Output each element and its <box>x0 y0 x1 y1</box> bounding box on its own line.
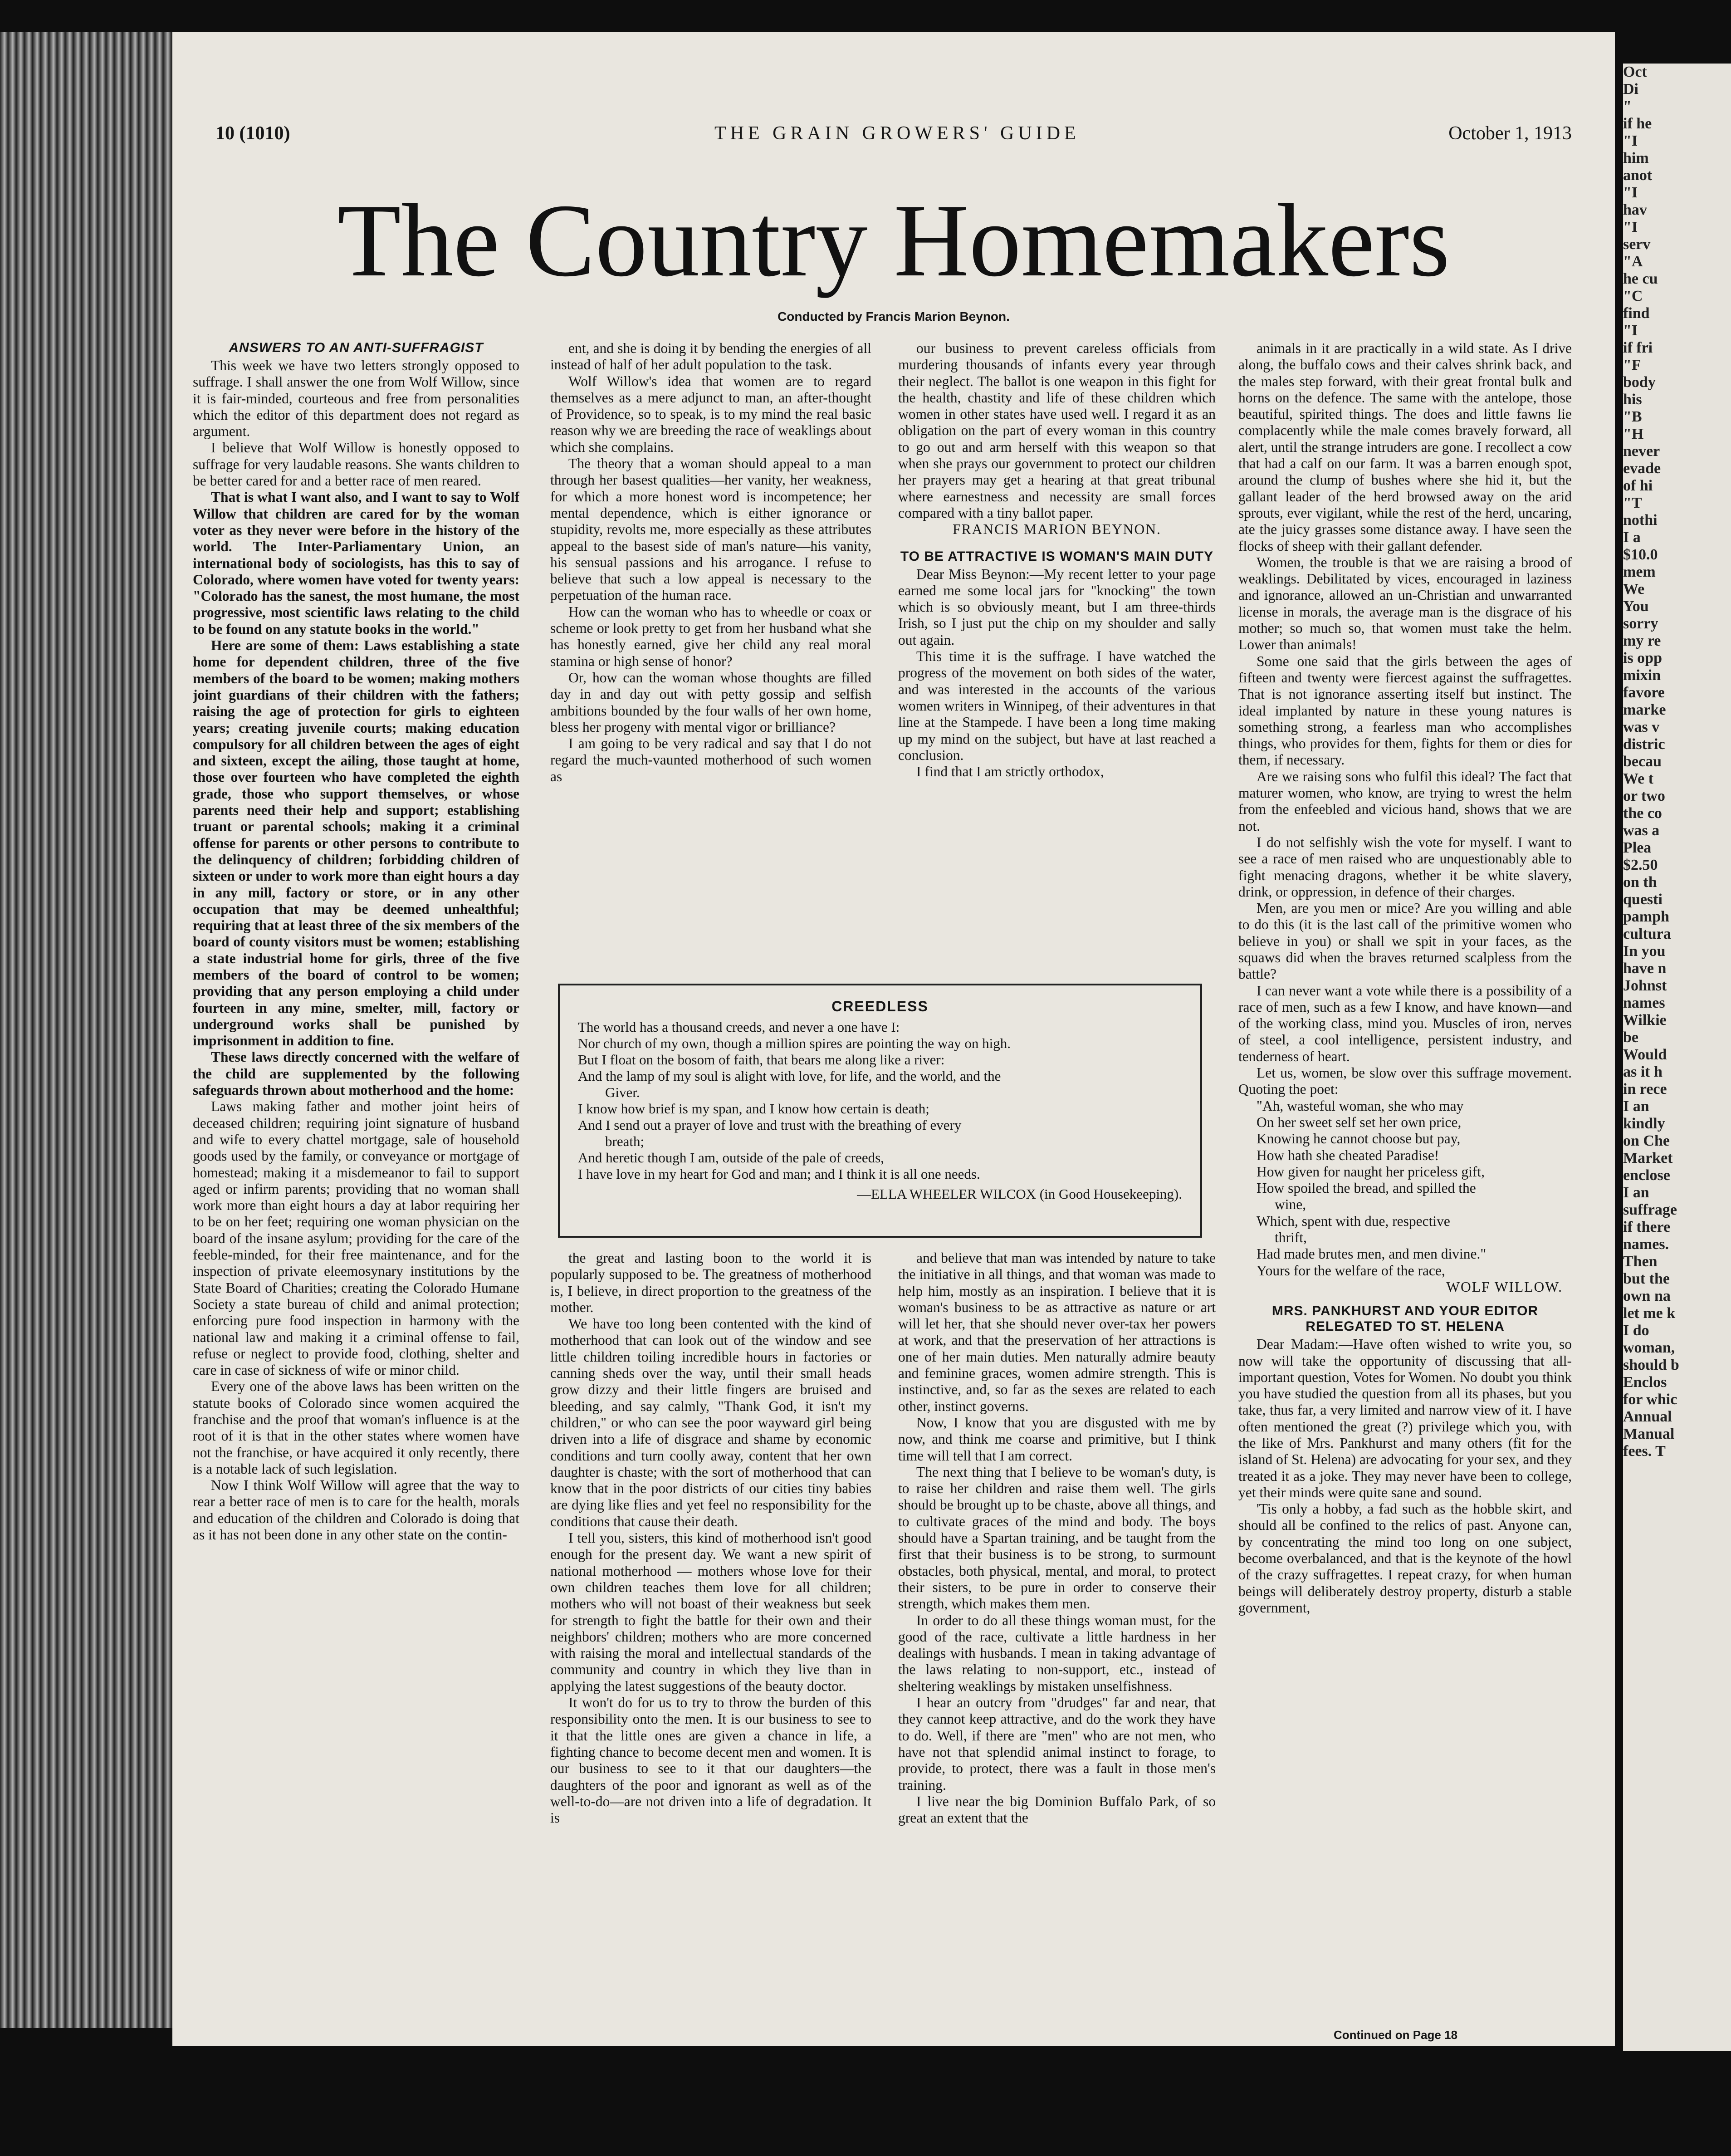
adjacent-page-fragment: nothi <box>1623 512 1658 529</box>
adjacent-page-fragment: own na <box>1623 1288 1671 1304</box>
article-paragraph: We have too long been contented with the kind of motherhood that can look out of the window and see little children toiling incredible hours in factories or canning sheds over the way, until their small heads grow dizzy and their little fingers are bruised and bleeding, and say calmly, "Thank God, it isn't my children," or who can see the poor wayward girl being driven into a life of disgrace and shame by economic conditions and turn coolly away, content that her own daughter is chaste; with the sort of motherhood that can know that in the poor districts of our cities tiny babies are dying like flies and yet feel no responsibility for the conditions that cause their death. <box>550 1316 871 1529</box>
adjacent-page-fragment: serv <box>1623 236 1651 253</box>
article-paragraph: our business to prevent careless officials from murdering thousands of infants every year through their neglect. The ballot is one weapon in this fight for the health, chastity and life of these children which women in other states have used well. I regard it as an obligation on the part of every woman in this country to go out and arm herself with this weapon so that when she prays our government to protect our children her prayers may get a hearing at that great tribunal where earnestness and necessity are small forces compared with a tiny ballot paper. <box>898 340 1216 521</box>
adjacent-page-fragment: "C <box>1623 288 1643 304</box>
article-paragraph: I can never want a vote while there is a possibility of a race of men, such as a few I know, and have known—and of the working class, mind you. Muscles of iron, nerves of steel, a cool intelligence, persistent industry, and tenderness of heart. <box>1238 982 1572 1064</box>
adjacent-page-fragment: find <box>1623 305 1650 322</box>
verse-line: How hath she cheated Paradise! <box>1257 1147 1439 1163</box>
letter-closing: Yours for the welfare of the race, <box>1257 1262 1445 1279</box>
verse-line: On her sweet self set her own price, <box>1257 1114 1462 1130</box>
adjacent-page-fragment: $2.50 <box>1623 857 1658 873</box>
article-paragraph: animals in it are practically in a wild state. As I drive along, the buffalo cows and their calves shrink back, and the males step forward, with their great frontal bulk and horns on the defence. The same with the antelope, those beautiful, spirited things. The does and little fawns lie complacently while the male comes bravely forward, all alert, until the strange intruders are gone. I recollect a cow that had a calf on our farm. It was a barren enough spot, around the clump of bushes where she hid it, but the gallant leader of the herd browsed away on the arid sprouts, ever vigilant, while the rest of the herd, uncaring, ate the juicy grasses some distance away. I have seen the flocks of sheep with their gallant defender. <box>1238 340 1572 554</box>
section-title: The Country Homemakers <box>337 182 1450 298</box>
poem-line: breath; <box>605 1133 645 1149</box>
adjacent-page-fragment: body <box>1623 374 1656 391</box>
article-paragraph: The next thing that I believe to be woman's duty, is to raise her children and raise them well. The girls should be brought up to be chaste, above all things, and to cultivate graces of the mind and body. The boys should have a Spartan training, and be taught from the first that their business is to be strong, to surmount obstacles, both physical, mental, and moral, to protect their sisters, to be pure in order to conserve their strength, which makes them men. <box>898 1464 1216 1612</box>
article-paragraph: In order to do all these things woman must, for the good of the race, cultivate a little hardness in her dealings with husbands. I mean in taking advantage of the laws relating to non-support, etc., instead of sheltering weaklings by mistaken unselfishness. <box>898 1612 1216 1694</box>
section-byline: Conducted by Francis Marion Beynon. <box>777 309 1010 323</box>
poem-line: And the lamp of my soul is alight with love, for life, and the world, and the <box>578 1068 1001 1084</box>
article-paragraph: How can the woman who has to wheedle or coax or scheme or look pretty to get from her husband what she has honestly earned, give her child any real moral stamina or high sense of honor? <box>550 603 871 669</box>
article-paragraph: These laws directly concerned with the welfare of the child are supplemented by the following safeguards thrown about motherhood and the home: <box>193 1049 519 1098</box>
adjacent-page-fragment: he cu <box>1623 270 1658 287</box>
adjacent-page-fragment: Market <box>1623 1150 1673 1166</box>
article-paragraph: Let us, women, be slow over this suffrage movement. Quoting the poet: <box>1238 1065 1572 1098</box>
adjacent-page-fragment: is opp <box>1623 650 1662 666</box>
adjacent-page-fragment: " <box>1623 98 1632 115</box>
adjacent-page-fragment: pamph <box>1623 908 1670 925</box>
adjacent-page-fragment: "I <box>1623 184 1638 201</box>
adjacent-page-fragment: the co <box>1623 805 1662 822</box>
adjacent-page-fragment: marke <box>1623 701 1666 718</box>
adjacent-page-fragment: names. <box>1623 1236 1669 1253</box>
adjacent-page-fragment: let me k <box>1623 1305 1676 1322</box>
adjacent-page-fragment: I an <box>1623 1098 1649 1115</box>
adjacent-page-fragment: as it h <box>1623 1063 1663 1080</box>
poem-line: I know how brief is my span, and I know how certain is death; <box>578 1101 929 1117</box>
verse-line: "Ah, wasteful woman, she who may <box>1257 1098 1464 1114</box>
poem-line: And heretic though I am, outside of the pale of creeds, <box>578 1150 884 1166</box>
article-paragraph: I live near the big Dominion Buffalo Park, of so great an extent that the <box>898 1793 1216 1826</box>
verse-line: wine, <box>1275 1196 1306 1213</box>
adjacent-page-fragment: names <box>1623 995 1665 1011</box>
article-paragraph: I am going to be very radical and say that I do not regard the much-vaunted motherhood of such women as <box>550 735 871 784</box>
adjacent-page-fragment: I an <box>1623 1184 1649 1201</box>
article-paragraph: I believe that Wolf Willow is honestly opposed to suffrage for very laudable reasons. She wants children to be better cared for and a better race of men reared. <box>193 440 519 489</box>
adjacent-page-edge <box>1623 64 1731 2051</box>
article-paragraph: Are we raising sons who fulfil this ideal? The fact that maturer women, who know, are trying to wrest the helm from the enfeebled and vicious hand, shows that we are not. <box>1238 768 1572 834</box>
page-number: 10 (1010) <box>215 123 290 144</box>
verse-line: thrift, <box>1275 1230 1307 1246</box>
paper-name: THE GRAIN GROWERS' GUIDE <box>714 123 1080 144</box>
article-paragraph: I do not selfishly wish the vote for myself. I want to see a race of men raised who are unquestionably able to fight menacing dragons, whether it be white slavery, drink, or oppression, in defence of their charges. <box>1238 834 1572 900</box>
article-heading: ANSWERS TO AN ANTI-SUFFRAGIST <box>229 340 484 355</box>
adjacent-page-fragment: Oct <box>1623 64 1647 80</box>
adjacent-page-fragment: "A <box>1623 253 1643 270</box>
adjacent-page-fragment: but the <box>1623 1270 1670 1287</box>
column-2-top <box>550 340 871 973</box>
adjacent-page-fragment: "F <box>1623 357 1641 373</box>
adjacent-page-fragment: questi <box>1623 891 1663 908</box>
article-signature: WOLF WILLOW. <box>1446 1279 1563 1295</box>
article-paragraph: ent, and she is doing it by bending the energies of all instead of half of her adult population to the task. <box>550 340 871 373</box>
adjacent-page-fragment: have n <box>1623 960 1667 977</box>
adjacent-page-fragment: mem <box>1623 564 1656 580</box>
article-paragraph: the great and lasting boon to the world it is popularly supposed to be. The greatness of motherhood is, I believe, in direct proportion to the greatness of the mother. <box>550 1250 871 1315</box>
poem-line: But I float on the bosom of faith, that bears me along like a river: <box>578 1052 945 1068</box>
adjacent-page-fragment: I a <box>1623 529 1641 546</box>
adjacent-page-fragment: was a <box>1623 822 1660 839</box>
article-paragraph: Here are some of them: Laws establishing a state home for dependent children, three of the five members of the board to be women; making mothers joint guardians of their children with the fathers; raising the age of protection for girls to eighteen years; creating juvenile courts; making education compulsory for all children between the ages of eight and sixteen, except the ailing, those taught at home, those over fourteen who have completed the eighth grade, those who support themselves, or whose parents need their help and support; establishing truant or parental schools; making it a criminal offense for parents or other persons to contribute to the delinquency of children; forbidding children of sixteen or under to work more than eight hours a day in any mill, factory or store, or in any other occupation that may be deemed unhealthful; requiring that at least three of the six members of the board of county visitors must be women; establishing a state industrial home for girls, three of the five members of the board of control to be women; providing that any person employing a child under fourteen in any mine, smelter, mill, factory or underground works shall be punished by imprisonment in addition to fine. <box>193 637 519 1049</box>
adjacent-page-fragment: "B <box>1623 408 1642 425</box>
adjacent-page-fragment: kindly <box>1623 1115 1665 1132</box>
adjacent-page-fragment: suffrage <box>1623 1201 1677 1218</box>
adjacent-page-fragment: Plea <box>1623 839 1652 856</box>
adjacent-page-fragment: $10.0 <box>1623 546 1658 563</box>
adjacent-page-fragment: becau <box>1623 753 1662 770</box>
article-paragraph: Wolf Willow's idea that women are to regard themselves as a mere adjunct to man, an after-thought of Providence, so to speak, is to my mind the real basic reason why we are breeding the race of weaklings about which she complains. <box>550 373 871 455</box>
column-1 <box>193 340 519 2033</box>
adjacent-page-fragment: Annual <box>1623 1408 1672 1425</box>
adjacent-page-fragment: "I <box>1623 132 1638 149</box>
adjacent-page-fragment: woman, <box>1623 1339 1675 1356</box>
book-binding-edge <box>0 32 172 2028</box>
adjacent-page-fragment: if fri <box>1623 339 1653 356</box>
newspaper-page <box>172 32 1615 2046</box>
adjacent-page-fragment: Then <box>1623 1253 1658 1270</box>
adjacent-page-fragment: "I <box>1623 322 1638 339</box>
verse-line: Had made brutes men, and men divine." <box>1257 1246 1487 1262</box>
article-paragraph: 'Tis only a hobby, a fad such as the hobble skirt, and should all be confined to the relics of past. Anyone can, by concentrating the mind too long on one subject, become overbalanced, and that is the keynote of the howl of the crazy suffragettes. I repeat crazy, for when human beings will deliberately destroy property, disturb a stable government, <box>1238 1501 1572 1616</box>
adjacent-page-fragment: "H <box>1623 426 1644 442</box>
poem-line: Giver. <box>605 1084 640 1100</box>
article-signature: FRANCIS MARION BEYNON. <box>953 521 1161 538</box>
column-2-bottom <box>550 1250 871 2037</box>
adjacent-page-fragment: Di <box>1623 81 1638 98</box>
article-paragraph: Dear Madam:—Have often wished to write you, so now will take the opportunity of discussing that all-important question, Votes for Women. No doubt you think you have studied the question from all its phases, but you take, thus far, a very limited and narrow view of it. I have often mentioned the great (?) privilege which you, with the like of Mrs. Pankhurst and many others (fit for the island of St. Helena) are advocating for your sex, and they treated it as a joke. They may never have been to college, yet their minds were quite sane and sound. <box>1238 1336 1572 1500</box>
article-heading: TO BE ATTRACTIVE IS WOMAN'S MAIN DUTY <box>900 549 1214 564</box>
article-paragraph: This week we have two letters strongly opposed to suffrage. I shall answer the one from Wolf Willow, since it is fair-minded, courteous and free from personalities which the editor of this department does not regard as argument. <box>193 358 519 440</box>
poem-lines <box>578 1019 1182 1182</box>
article-paragraph: Some one said that the girls between the ages of fifteen and twenty were fiercest against the suffragettes. That is not ignorance asserting itself but instinct. The ideal implanted by nature in these young natures is something strong, a fearless man who accomplishes things, who provides for them, fights for them or dies for them, if necessary. <box>1238 653 1572 768</box>
column-3-top <box>898 340 1216 973</box>
article-paragraph: This time it is the suffrage. I have watched the progress of the movement on both sides of the water, and was interested in the accounts of the various women writers in Winnipeg, of their adventures in that line at the Stampede. I have been a long time making up my mind on the subject, but have at last reached a conclusion. <box>898 648 1216 763</box>
article-paragraph: Women, the trouble is that we are raising a brood of weaklings. Debilitated by vices, encouraged in laziness and ignorance, allowed an un-Christian and unwarranted license in morals, the average man is the disgrace of his mother; so much so, that women must take the helm. Lower than animals! <box>1238 554 1572 653</box>
article-paragraph: Or, how can the woman whose thoughts are filled day in and day out with petty gossip and selfish ambitions bounded by the four walls of her own home, bless her progeny with mental vigor or brilliance? <box>550 669 871 735</box>
adjacent-page-fragment: Enclos <box>1623 1374 1667 1391</box>
adjacent-page-fragment: sorry <box>1623 615 1658 632</box>
poem-line: And I send out a prayer of love and trust with the breathing of every <box>578 1117 962 1133</box>
adjacent-page-fragment: "I <box>1623 219 1638 235</box>
issue-date: October 1, 1913 <box>1448 123 1572 144</box>
adjacent-page-fragment: enclose <box>1623 1167 1670 1184</box>
adjacent-page-fragment: in rece <box>1623 1081 1667 1098</box>
adjacent-page-fragment: my re <box>1623 632 1661 649</box>
poem-line: I have love in my heart for God and man; and I think it is all one needs. <box>578 1166 980 1182</box>
verse-line: Knowing he cannot choose but pay, <box>1257 1131 1461 1147</box>
adjacent-page-fragment: fees. T <box>1623 1443 1666 1460</box>
adjacent-page-fragment: should b <box>1623 1357 1679 1373</box>
continued-note: Continued on Page 18 <box>1334 2028 1458 2042</box>
article-heading: MRS. PANKHURST AND YOUR EDITOR RELEGATED TO ST. HELENA <box>1271 1303 1539 1334</box>
adjacent-page-fragment: hav <box>1623 201 1647 218</box>
article-paragraph: and believe that man was intended by nature to take the initiative in all things, and that woman was made to help him, mostly as an inspiration. I believe that it is woman's business to be as attractive as nature or art will let her, that she should never over-tax her powers at work, and that the preservation of her attractions is one of her main duties. Men naturally admire beauty and feminine graces, women admire strength. This is instinctive, and, so far as the sexes are related to each other, instinct governs. <box>898 1250 1216 1414</box>
adjacent-page-fragment: Manual <box>1623 1426 1675 1442</box>
adjacent-page-fragment: evade <box>1623 460 1661 477</box>
adjacent-page-fragment: never <box>1623 443 1660 460</box>
verse-line: Which, spent with due, respective <box>1257 1213 1450 1229</box>
column-4 <box>1238 340 1572 2028</box>
article-paragraph: Laws making father and mother joint heirs of deceased children; requiring joint signature of husband and wife to every chattel mortgage, sale of household goods used by the family, or conveyance or mortgage of homestead; making it a misdemeanor to fail to support aged or infirm parents; providing that no woman shall work more than eight hours a day at labor requiring her to be on her feet; requiring one woman physician on the board of the insane asylum; providing for the care of the feeble-minded, for their free maintenance, and for the inspection of private eleemosynary institutions by the State Board of Charities; creating the Colorado Humane Society a state bureau of child and animal protection; enforcing pure food inspection in harmony with the national law and making it a criminal offense to fail, refuse or neglect to provide food, clothing, shelter and care in case of sickness of wife or minor child. <box>193 1098 519 1378</box>
adjacent-page-fragment: You <box>1623 598 1649 615</box>
poem-line: Nor church of my own, though a million spires are pointing the way on high. <box>578 1035 1011 1051</box>
poem-attribution: —ELLA WHEELER WILCOX (in Good Housekeeping). <box>857 1186 1182 1202</box>
article-paragraph: Men, are you men or mice? Are you willing and able to do this (it is the last call of the primitive women who believe in you) or shall we spit in your faces, as the squaws did when the braves returned scalpless from the battle? <box>1238 900 1572 982</box>
adjacent-page-fragment: I do <box>1623 1322 1649 1339</box>
article-paragraph: Dear Miss Beynon:—My recent letter to your page earned me some local jars for "knocking" the town which is so obviously meant, but I am three-thirds Irish, so I just put the chip on my shoulder and sally out again. <box>898 566 1216 648</box>
adjacent-page-fragment: We t <box>1623 770 1654 787</box>
article-paragraph: That is what I want also, and I want to say to Wolf Willow that children are cared for by the woman voter as they never were before in the history of the world. The Inter-Parliamentary Union, an international body of sociologists, has this to say of Colorado, where women have voted for twenty years: "Colorado has the sanest, the most humane, the most progressive, most scientific laws relating to the child to be found on any statute books in the world." <box>193 489 519 637</box>
article-paragraph: Now, I know that you are disgusted with me by now, and think me coarse and primitive, but I think time will tell that I am correct. <box>898 1414 1216 1464</box>
adjacent-page-fragment: cultura <box>1623 926 1671 942</box>
column-3-bottom <box>898 1250 1216 2037</box>
adjacent-page-fragment: "T <box>1623 495 1642 511</box>
poem-line: The world has a thousand creeds, and never a one have I: <box>578 1019 900 1035</box>
article-paragraph: I hear an outcry from "drudges" far and near, that they cannot keep attractive, and do the work they have to do. Well, if there are "men" who are not men, who have not that splendid animal instinct to forage, to provide, to protect, there was a fault in those men's training. <box>898 1695 1216 1793</box>
adjacent-page-fragment: if there <box>1623 1219 1671 1235</box>
adjacent-page-fragment: him <box>1623 150 1649 167</box>
adjacent-page-fragment: for whic <box>1623 1391 1677 1408</box>
adjacent-page-fragment: distric <box>1623 736 1665 753</box>
adjacent-page-fragment: on th <box>1623 874 1657 891</box>
adjacent-page-fragment: mixin <box>1623 667 1661 684</box>
running-header <box>215 122 1572 150</box>
article-paragraph: Every one of the above laws has been written on the statute books of Colorado since women acquired the franchise and the proof that woman's influence is at the root of it is that in the other states where women have not the franchise, or have acquired it only recently, there is a notable lack of such legislation. <box>193 1378 519 1477</box>
adjacent-page-fragment: if he <box>1623 115 1652 132</box>
adjacent-page-fragment: of hi <box>1623 477 1653 494</box>
article-paragraph: I find that I am strictly orthodox, <box>916 764 1104 780</box>
article-paragraph: The theory that a woman should appeal to a man through her basest qualities—her vanity, her weakness, for which a more honest word is incompetence; her mental dependence, which is either ignorance or stupidity, revolts me, more especially as these attributes appeal to the basest side of man's nature—his vanity, his sensual passions and his arrogance. I refuse to believe that such a low appeal is necessary to the perpetuation of the human race. <box>550 456 871 603</box>
adjacent-page-fragment: favore <box>1623 684 1665 701</box>
adjacent-page-fragment: Wilkie <box>1623 1012 1667 1029</box>
adjacent-page-fragment: or two <box>1623 788 1665 804</box>
adjacent-page-fragment: Would <box>1623 1046 1667 1063</box>
article-paragraph: I tell you, sisters, this kind of motherhood isn't good enough for the present day. We want a new spirit of national motherhood — mothers whose love for their own children teaches them love for all children; mothers who will not boast of their weakness but seek for strength to fight the battle for their own and their neighbors' children; mothers who are more concerned with raising the moral and intellectual standards of the community and country in which they live than in applying the latest suggestions of the beauty doctor. <box>550 1530 871 1694</box>
verse-line: How given for naught her priceless gift, <box>1257 1163 1485 1180</box>
poem-title: CREEDLESS <box>831 998 929 1014</box>
adjacent-page-fragment: We <box>1623 581 1645 598</box>
adjacent-page-fragment: be <box>1623 1029 1638 1046</box>
verse-line: How spoiled the bread, and spilled the <box>1257 1180 1476 1196</box>
adjacent-page-fragment: In you <box>1623 943 1666 960</box>
adjacent-page-fragment: Johnst <box>1623 977 1667 994</box>
adjacent-page-fragment: anot <box>1623 167 1653 184</box>
poem-creedless-box <box>558 984 1202 1238</box>
adjacent-page-fragment: was v <box>1623 719 1660 735</box>
article-paragraph: It won't do for us to try to throw the burden of this responsibility onto the men. It is our business to see to it that the little ones are given a chance in life, a fighting chance to become decent men and women. It is our business to see to it that our daughters—the daughters of the poor and ignorant as well as of the well-to-do—are not driven into a life of degradation. It is <box>550 1695 871 1826</box>
article-paragraph: Now I think Wolf Willow will agree that the way to rear a better race of men is to care for the health, morals and education of the children and Colorado is doing that as it has not been done in any other state on the contin- <box>193 1477 519 1543</box>
adjacent-page-fragment: his <box>1623 391 1642 408</box>
adjacent-page-fragment: on Che <box>1623 1132 1670 1149</box>
